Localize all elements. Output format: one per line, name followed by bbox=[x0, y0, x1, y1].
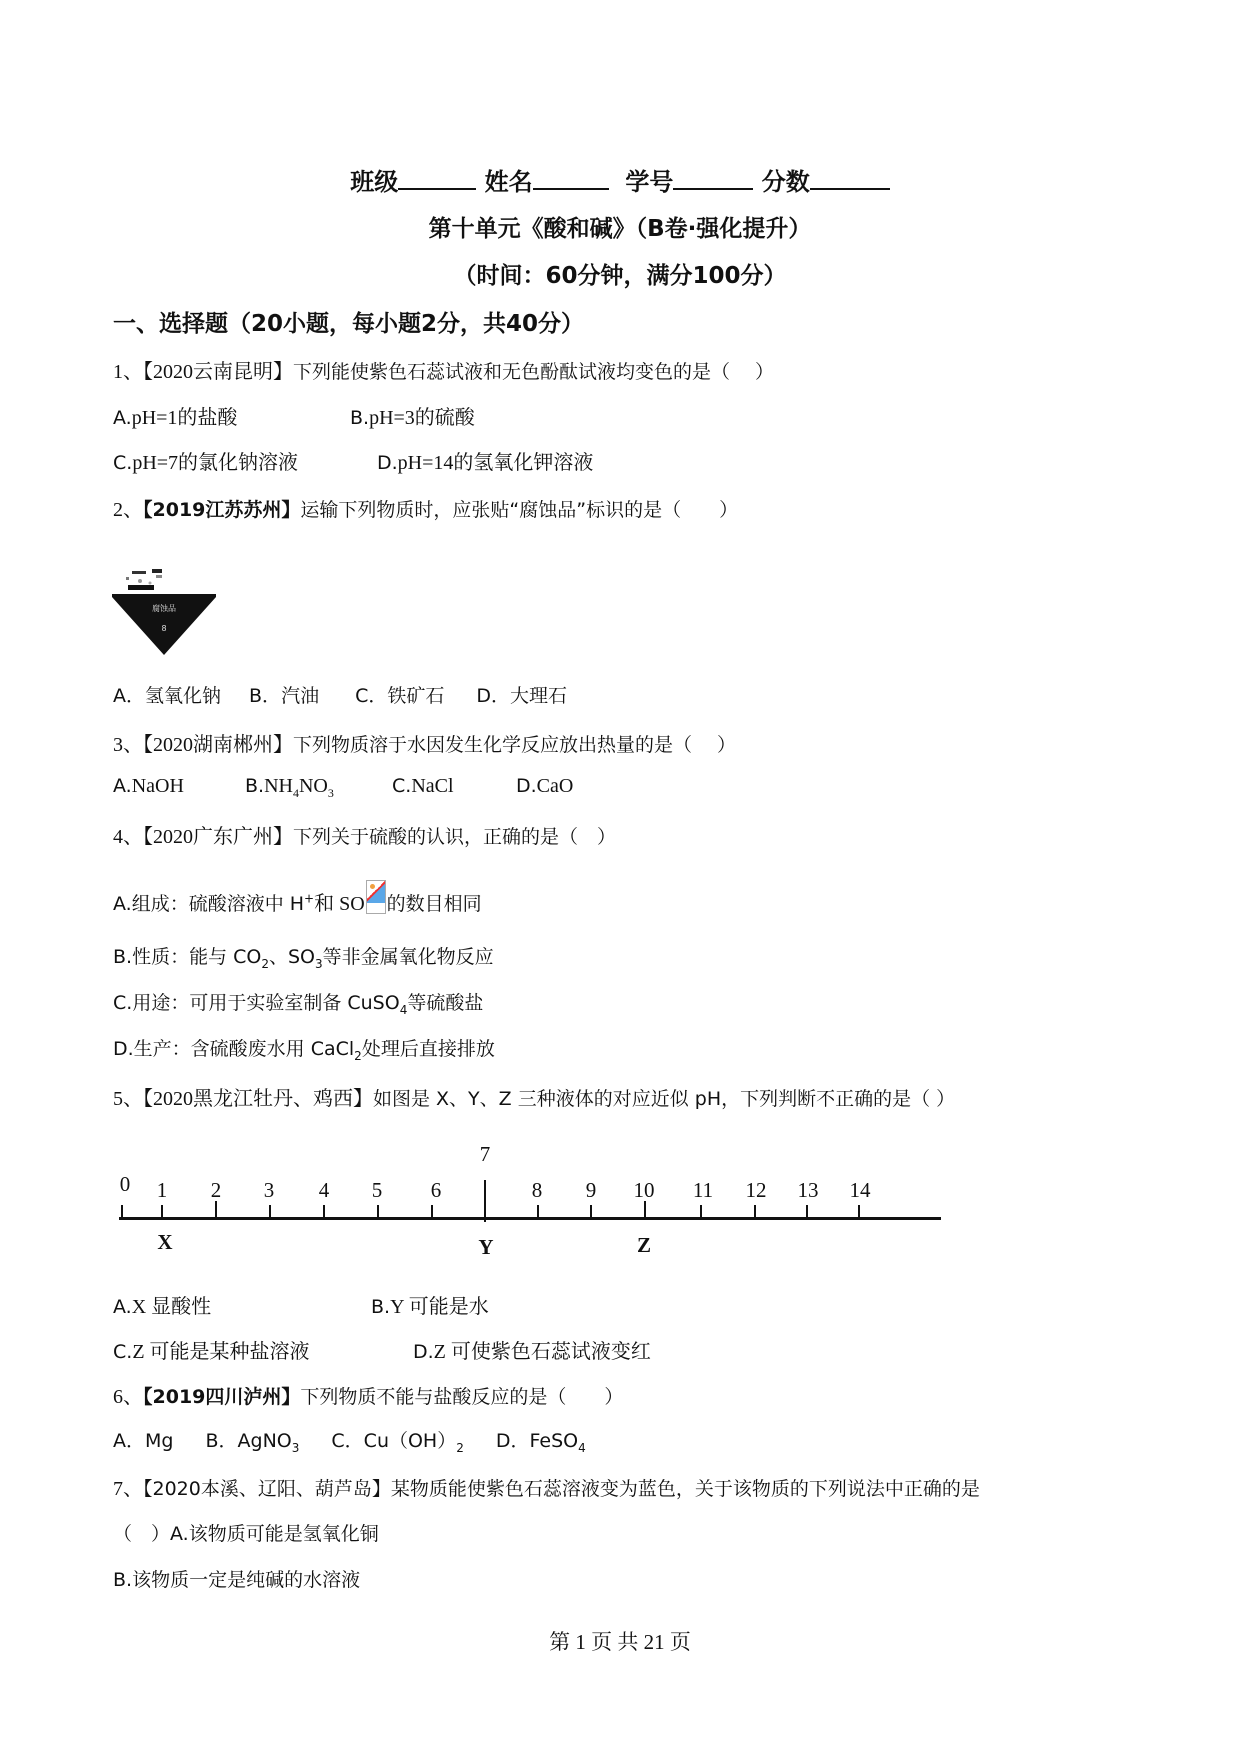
tick-label-11: 11 bbox=[692, 1178, 714, 1202]
question-5-option-c[interactable]: C.Z 可能是某种盐溶液 bbox=[113, 1341, 310, 1363]
question-1-stem: 1、【2020云南昆明】下列能使紫色石蕊试液和无色酚酞试液均变色的是（ ） bbox=[113, 361, 775, 383]
question-source: 【2020云南昆明】 bbox=[143, 361, 293, 383]
tick-13 bbox=[806, 1205, 808, 1217]
tick-label-5: 5 bbox=[371, 1178, 383, 1202]
tick-label-3: 3 bbox=[263, 1178, 275, 1202]
question-source: 【2020湖南郴州】 bbox=[143, 734, 293, 756]
question-6-option-d[interactable]: D．FeSO$_4$ bbox=[495, 1430, 586, 1455]
question-2-option-b[interactable]: B．汽油 bbox=[249, 685, 320, 707]
ph-scale-diagram bbox=[113, 1138, 943, 1258]
tick-9 bbox=[590, 1205, 592, 1217]
marker-z: Z bbox=[636, 1233, 652, 1257]
question-source: 【2019江苏苏州】 bbox=[143, 499, 301, 521]
question-6-option-b[interactable]: B．AgNO$_3$ bbox=[205, 1430, 300, 1455]
question-6-options bbox=[113, 1426, 586, 1455]
question-7-option-b[interactable]: B.该物质一定是纯碱的水溶液 bbox=[113, 1569, 361, 1591]
tick-label-8: 8 bbox=[531, 1178, 543, 1202]
tick-11 bbox=[700, 1205, 702, 1217]
tick-label-7: 7 bbox=[479, 1142, 491, 1166]
question-5-option-a[interactable]: A.X 显酸性 bbox=[113, 1296, 212, 1318]
class-label: 班级 bbox=[350, 168, 399, 196]
tick-label-1: 1 bbox=[156, 1178, 168, 1202]
tick-10 bbox=[644, 1201, 646, 1217]
question-6-option-c[interactable]: C．$Cu(OH)_2$ bbox=[331, 1430, 464, 1455]
name-label: 姓名 bbox=[484, 168, 533, 196]
question-source: 【2019四川泸州】 bbox=[143, 1386, 301, 1408]
tick-label-13: 13 bbox=[797, 1178, 819, 1202]
question-1-option-c[interactable]: C.pH=7的氯化钠溶液 bbox=[113, 452, 299, 474]
corrosive-hazard-sign-image bbox=[112, 565, 216, 655]
tick-5 bbox=[377, 1205, 379, 1217]
tick-2 bbox=[215, 1201, 217, 1217]
ph-axis-line bbox=[119, 1217, 941, 1220]
question-1-option-d[interactable]: D.pH=14的氢氧化钾溶液 bbox=[377, 452, 594, 474]
broken-image-icon bbox=[366, 880, 386, 914]
tick-1 bbox=[161, 1205, 163, 1217]
question-7-stem: 7、【2020本溪、辽阳、葫芦岛】某物质能使紫色石蕊溶液变为蓝色，关于该物质的下列说法中正确的是 bbox=[113, 1478, 980, 1500]
svg-text:腐蚀品: 腐蚀品 bbox=[152, 604, 176, 613]
corrosive-icon bbox=[112, 565, 216, 655]
tick-label-9: 9 bbox=[585, 1178, 597, 1202]
question-4-stem: 4、【2020广东广州】下列关于硫酸的认识，正确的是（ ） bbox=[113, 826, 617, 848]
question-2-stem: 2、【2019江苏苏州】运输下列物质时，应张贴“腐蚀品”标识的是（ ） bbox=[113, 499, 739, 521]
question-3-option-c[interactable]: C.NaCl bbox=[392, 775, 454, 797]
question-3-option-d[interactable]: D.CaO bbox=[516, 775, 574, 797]
question-7-stem-continued: （ ）A.该物质可能是氢氧化铜 bbox=[113, 1523, 379, 1545]
svg-text:8: 8 bbox=[161, 624, 167, 633]
tick-label-12: 12 bbox=[745, 1178, 767, 1202]
tick-3 bbox=[269, 1205, 271, 1217]
page-number: 第 1 页 共 21 页 bbox=[549, 1630, 691, 1654]
question-source: 【2020广东广州】 bbox=[143, 826, 293, 848]
tick-label-6: 6 bbox=[430, 1178, 442, 1202]
class-blank[interactable] bbox=[398, 166, 476, 190]
tick-0 bbox=[121, 1205, 123, 1217]
question-4-option-a[interactable]: A.组成：硫酸溶液中 H+和 SO 的数目相同 bbox=[113, 880, 482, 916]
student-id-label: 学号 bbox=[625, 168, 674, 196]
tick-6 bbox=[431, 1205, 433, 1217]
question-3-option-b[interactable]: $B.NH_4NO_3$ bbox=[245, 775, 334, 800]
question-4-option-b[interactable]: B.性质：能与 $CO_2$、$SO_3$等非金属氧化物反应 bbox=[113, 946, 494, 971]
question-5-option-b[interactable]: B.Y 可能是水 bbox=[371, 1296, 489, 1318]
tick-label-10: 10 bbox=[633, 1178, 655, 1202]
question-6-option-a[interactable]: A．Mg bbox=[113, 1430, 174, 1452]
tick-label-0: 0 bbox=[119, 1172, 131, 1196]
tick-4 bbox=[323, 1205, 325, 1217]
name-blank[interactable] bbox=[533, 166, 609, 190]
question-2-options bbox=[113, 681, 567, 708]
question-1-option-b[interactable]: B.pH=3的硫酸 bbox=[350, 407, 475, 429]
marker-x: X bbox=[157, 1230, 173, 1254]
tick-label-2: 2 bbox=[210, 1178, 222, 1202]
tick-8 bbox=[537, 1205, 539, 1217]
document-title: 第十单元《酸和碱》（B卷·强化提升） bbox=[428, 216, 812, 242]
question-1-option-a[interactable]: A.pH=1的盐酸 bbox=[113, 407, 238, 429]
question-2-option-d[interactable]: D．大理石 bbox=[476, 685, 568, 707]
tick-12 bbox=[754, 1205, 756, 1217]
document-subtitle: （时间：60分钟，满分100分） bbox=[453, 263, 787, 289]
marker-y: Y bbox=[478, 1235, 494, 1259]
question-7-option-a[interactable]: A.该物质可能是氢氧化铜 bbox=[170, 1523, 379, 1545]
student-info-line bbox=[0, 162, 1240, 197]
question-5-stem: 5、【2020黑龙江牡丹、鸡西】如图是 X、Y、Z 三种液体的对应近似 pH，下列判断不正确的是（ ） bbox=[113, 1088, 956, 1110]
tick-7 bbox=[484, 1180, 486, 1222]
question-4-option-c[interactable]: C.用途：可用于实验室制备 CuSO$_4$等硫酸盐 bbox=[113, 992, 484, 1017]
tick-label-4: 4 bbox=[318, 1178, 330, 1202]
question-2-option-a[interactable]: A．氢氧化钠 bbox=[113, 685, 222, 707]
score-blank[interactable] bbox=[810, 166, 890, 190]
question-3-stem: 3、【2020湖南郴州】下列物质溶于水因发生化学反应放出热量的是（ ） bbox=[113, 734, 737, 756]
question-5-option-d[interactable]: D.Z 可使紫色石蕊试液变红 bbox=[413, 1341, 651, 1363]
section-title: 一、选择题（20小题，每小题2分，共40分） bbox=[113, 311, 585, 337]
question-source: 【2020本溪、辽阳、葫芦岛】 bbox=[143, 1478, 391, 1500]
question-source: 【2020黑龙江牡丹、鸡西】 bbox=[143, 1088, 373, 1110]
question-3-option-a[interactable]: A.NaOH bbox=[113, 775, 184, 797]
tick-label-14: 14 bbox=[849, 1178, 871, 1202]
student-id-blank[interactable] bbox=[673, 166, 753, 190]
question-2-option-c[interactable]: C．铁矿石 bbox=[355, 685, 445, 707]
question-6-stem: 6、【2019四川泸州】下列物质不能与盐酸反应的是（ ） bbox=[113, 1386, 624, 1408]
score-label: 分数 bbox=[761, 168, 810, 196]
question-4-option-d[interactable]: D.生产：含硫酸废水用 CaCl$_2$处理后直接排放 bbox=[113, 1038, 495, 1063]
tick-14 bbox=[858, 1205, 860, 1217]
